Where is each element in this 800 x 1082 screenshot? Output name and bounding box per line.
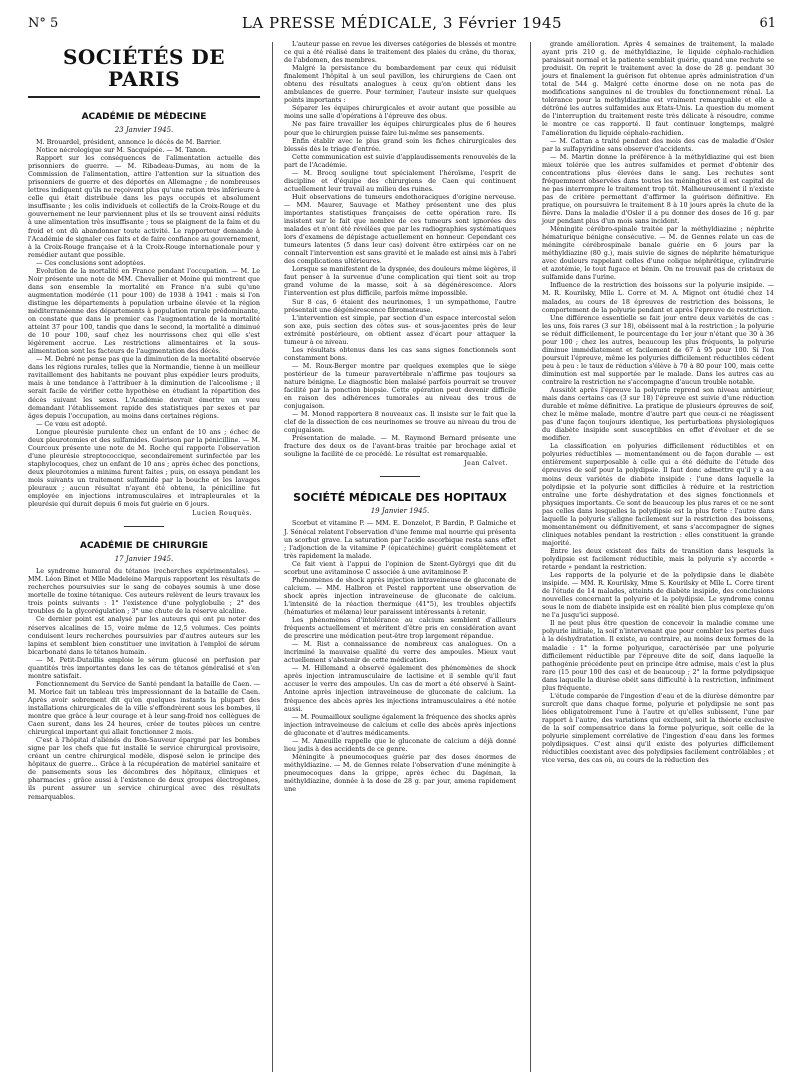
paragraph: La classification en polyuries difficilement réductibles et en polyuries réductibles — momentanément ou de façon durable — est entièrement superposable à celle qui a été déduite de l'étude des épreuves de soif pour la polydipsie. Il faut donc admettre qu'il y a au moins deux variétés de diabète insipide : l'une dans laquelle la polydipsie et la polyurie sont difficiles à réduire et la restriction entraîne une forte déshydratation et des signes fonctionnels et physiques importants. Ce sont de beaucoup les plus rares et ce ne sont pas celles dans lesquelles la polydipsie est la plus forte : l'autre dans laquelle la polyurie s'aligne facilement sur la restriction des boissons, momentanément ou définitivement, et sans s'accompagner de signes cliniques notables pendant la restriction : elles constituent la grande majorité. (542, 442, 774, 547)
paragraph: — M. Cattan a traité pendant des mois des cas de maladie d'Osler par la sulfapyridine sans observer d'accidents. (542, 136, 774, 153)
paragraph: — M. Hillemand a observé également des phénomènes de shock après injection intramusculaire de lactisine et il semble qu'il faut accuser le verre des ampoules. Un cas de mort a été observé à Saint-Antoine après injection intraveineuse de gluconate de calcium. La fréquence des abcès après les injections intramusculaires a été notée aussi. (284, 664, 516, 713)
paragraph: — Ces conclusions sont adoptées. (36, 258, 146, 267)
author-signature: Jean Calvet. (464, 460, 508, 468)
column-3 (542, 40, 774, 764)
hospitals-society-heading: SOCIÉTÉ MÉDICALE DES HOPITAUX (293, 491, 507, 505)
paragraph: Les phénomènes d'intolérance au calcium semblent d'ailleurs fréquents actuellement et méritent d'être pris en considération avant de prescrire une médication peut-être trop largement répandue. (284, 616, 516, 641)
session-date: 23 Janvier 1945. (114, 126, 174, 134)
separator-rule (380, 476, 420, 477)
paragraph: Fonctionnement du Service de Santé pendant la bataille de Caen. — M. Morice fait un tableau très impressionnant de la bataille de Caen. Après avoir sobrement dit qu'en quelques instants la plupart des installations chirurgicales de la ville s'effondrèrent sous les bombes, il montre que grâce à leur courage et à leur sang-froid nos collègues de Caen surent, dans les 24 heures, créer de toutes pièces un centre chirurgical important qui allait fonctionner 2 mois. (28, 679, 260, 737)
paragraph: Séparer les équipes chirurgicales et avoir autant que possible au moins une salle d'opérations à l'épreuve des obus. (284, 104, 516, 121)
paragraph: Rapport sur les conséquences de l'alimentation actuelle des prisonniers de guerre. — M. Ribadeau-Dumas, au nom de la Commission de l'alimentation, attire l'attention sur la situation des prisonniers de guerre et des déportés en Allemagne ; de nombreuses lettres indiquent qu'ils ne reçoivent plus qu'une ration très inférieure à celle qui était distribuée dans les pays occupés et absolument insuffisante ; les colis individuels et collectifs de la Croix-Rouge et du gouvernement ne leur parviennent plus et ils se trouvent ainsi réduits à une alimentation très insuffisante ; tous se plaignent de la faim et du froid et ont dû abandonner toute activité. Le rapporteur demande à l'Académie de signaler ces faits et de faire confiance au gouvernement, à la Croix-Rouge française et à la Croix-Rouge internationale pour y remédier autant que possible. (28, 154, 260, 259)
paragraph: grande amélioration. Après 4 semaines de traitement, la malade ayant pris 210 g. de méthyldiazine, le liquide céphalo-rachidien paraissait normal et la patiente semblait guérie, quand une rechute se produisit. On reprit le traitement avec la dose de 28 g. pendant 30 jours et finalement la guérison fut obtenue après administration d'un total de 544 g. Malgré cette énorme dose on ne nota pas de modifications sanguines ni de troubles du fonctionnement rénal. La tolérance pour la méthyldiazine est vraiment remarquable et elle a détrôné les autres sulfamides aux Etats-Unis. La question du moment de l'interruption du traitement reste très délicate à résoudre, comme le montre ce cas rapporté. Il faut continuer longtemps, malgré l'amélioration du liquide céphalo-rachidien. (542, 40, 774, 137)
paragraph: Sur 8 cas, 6 étaient des neurinomes, 1 un sympathome, l'autre présentait une dégénérescence fibromateuse. (284, 297, 516, 314)
paragraph: Scorbut et vitamine P. — MM. E. Donzelot, P. Bardin, P. Galmiche et J. Sénécal relatent l'observation d'une femme mal nourrie qui présenta un scorbut grave. La saturation par l'acide ascorbique resta sans effet ; l'adjonction de la vitamine P (épicatéchine) guérit complètement et très rapidement la malade. (284, 519, 516, 560)
paragraph: Influence de la restriction des boissons sur la polyurie insipide. — M. R. Kourilsky, Mlle L. Corre et M. A. Mignot ont étudié chez 14 malades, au cours de 18 épreuves de restriction des boissons, le comportement de la polyurie pendant et après l'épreuve de restriction. (542, 281, 774, 314)
paragraph: Méningite à pneumocoques guérie par des doses énormes de méthyldiazine. — M. de Gennes relate l'observation d'une méningite à pneumocoques dans la grippe, après échec du Dagénan, la méthyldiazine, donnée à la dose de 28 g. par jour, amena rapidement une (284, 752, 516, 794)
paragraph: Méningite cérébro-spinale traitée par la méthyldiazine ; néphrite hématurique bénigne consécutive. — M. de Gennes relate un cas de méningite cérébrospinale banale guérie en 6 jours par la méthyldiazine (80 g.), mais suivie de signes de néphrite hématurique avec douleurs rappelant celles d'une colique néphrétique, cylindrurie et azotémie, le tout fugace et bénin. On ne trouvait pas de cristaux de sulfamide dans l'urine. (542, 225, 774, 282)
paragraph: Malgré la persistance du bombardement par ceux qui réduisit finalement l'hôpital à un seul pavillon, les chirurgiens de Caen ont obtenu des résultats analogues à ceux qu'on obtient dans les ambulances de guerre. Pour terminer, l'auteur insiste sur quelques points importants : (284, 64, 516, 105)
author-signature: Lucien Rouquès. (192, 510, 252, 518)
column-1 (28, 40, 260, 801)
paragraph: — M. Rist a connaissance de nombreux cas analogues. On a incriminé la mauvaise qualité du verre des ampoules. Mieux vaut actuellement s'abstenir de cette médication. (284, 640, 516, 665)
column-divider (530, 42, 531, 1072)
paragraph: Enfin établir avec le plus grand soin les fiches chirurgicales des blessés dès le triage d'entrée. (284, 136, 516, 153)
paragraph: — M. Ameuille rappelle que le gluconate de calcium a déjà donné lieu jadis à des accidents de ce genre. (284, 736, 516, 753)
journal-masthead: LA PRESSE MÉDICALE, 3 Février 1945 (241, 14, 563, 32)
section-rule (28, 96, 260, 98)
paragraph: L'auteur passe en revue les diverses catégories de blessés et montre ce qui a été réalisé dans le traitement des plaies du crâne, du thorax, de l'abdomen, des membres. (284, 40, 516, 65)
academy-medicine-heading: ACADÉMIE DE MÉDECINE (81, 112, 207, 122)
paragraph: Aussitôt après l'épreuve la polyurie reprend son niveau antérieur, mais dans certains cas (3 sur 18) l'épreuve est suivie d'une réduction durable et même définitive. La pratique de plusieurs épreuves de soif, chez le même malade, montre d'autre part que ceux-ci ne réagissent pas d'une façon toujours identique, les perturbations physiologiques du diabète insipide sont susceptibles en effet d'évoluer et de se modifier. (542, 386, 774, 443)
paragraph: Ce dernier point est analysé par les auteurs qui ont pu noter des réserves alcalines de 15, voire même de 12,5 volumes. Ces points conduisent leurs recherches poursuivies par d'autres auteurs sur les lapins et semblent bien constituer une invitation à l'emploi de sérum bicarbonaté dans le tétanos humain. (28, 615, 260, 656)
paragraph: Ne pas faire travailler les équipes chirurgicales plus de 6 heures pour que le chirurgien puisse faire lui-même ses pansements. (284, 120, 516, 137)
paragraph: M. Brouardel, président, annonce le décès de M. Barrier. (36, 138, 222, 146)
paragraph: — M. Petit-Dutaillis emploie le sérum glucosé en perfusion par quantités très importantes dans les cas de tétanos généralisé et s'en montre satisfait. (28, 655, 260, 680)
paragraph: — M. Debré ne pense pas que la diminution de la mortalité observée dans les régions rurales, telles que la Normandie, tienne à un meilleur ravitaillement des habitants ne pouvant plus expédier leurs produits, mais à une tendance à l'attribuer à la diminution de l'alcoolisme ; il serait facile de vérifier cette hypothèse en étudiant la répartition des décès suivant les sexes. L'Académie devrait émettre un vœu demandant l'établissement rapide des statistiques par sexes et par âges depuis l'occupation, au moins dans certaines régions. (28, 355, 260, 420)
academy-surgery-heading: ACADÉMIE DE CHIRURGIE (79, 541, 209, 552)
paragraph: Huit observations de tumeurs endothoraciques d'origine nerveuse. — MM. Maurer, Sauvage et Mathey présentent une des plus importantes statistiques françaises de cette opération rare. Ils insistent sur le fait que nombre de ces tumeurs sont ignorées des malades et n'ont été révélées que par les radiographies systématiques lors d'examens de dépistage actuellement en honneur. Cependant ces tumeurs latentes (5 dans leur cas) doivent être extirpées car on ne connaît l'intervention est sans gravité et le malade est ainsi mis à l'abri des complications ultérieures. (284, 192, 516, 266)
paragraph: Entre les deux existent des faits de transition dans lesquels la polydipsie est facilement réductible, mais la polyurie s'y accorde « retarde » pendant la restriction. (542, 546, 774, 572)
paragraph: — M. Roux-Berger montre par quelques exemples que le siège postérieur de la tumeur paravertébrale n'affirme pas toujours sa nature bénigne. Le diagnostic bien malaisé parfois pourrait se trouver facilité par la ponction biopsie. Cette opération peut devenir difficile en raison des adhérences tumorales au niveau des trous de conjugaison. (284, 361, 516, 411)
paragraph: — Ce vœu est adopté. (36, 419, 108, 428)
page-header (28, 14, 776, 36)
paragraph: Présentation de malade. — M. Raymond Bernard présente une fracture des deux os de l'avant-bras traitée par brochage axial et souligne la facilité de ce procédé. Le résultat est remarquable. (284, 434, 516, 459)
paragraph: Cette communication est suivie d'applaudissements renouvelés de la part de l'Académie. (284, 152, 516, 169)
page-number: 61 (759, 16, 776, 31)
paragraph: C'est à l'hôpital d'aliénés du Bon-Sauveur épargné par les bombes signe par les chefs que fut installé le service chirurgical provisoire, créant un centre chirurgical modèle, disposé selon le principe des hôpitaux de guerre... Grâce à la récupération de matériel sanitaire et de pansements sous les décombres des hôpitaux, cliniques et pharmacies ; grâce aussi à l'existence de deux groupes électrogènes, ils purent assurer un service chirurgical avec des résultats remarquables. (28, 736, 260, 801)
paragraph: Lorsque se manifestent de la dyspnée, des douleurs même légères, il faut penser à la survenue d'une complication qui tient soit au trop grand volume de la masse, soit à sa dégénérescence. Alors l'intervention est plus difficile, parfois même impossible. (284, 265, 516, 298)
session-date: 17 Janvier 1945. (114, 555, 174, 564)
paragraph: Les rapports de la polyurie et de la polydipsie dans le diabète insipide. — MM. R. Kourilsky, Mme S. Kourilsky et Mlle L. Corre tirent de l'étude de 14 malades, atteints de diabète insipide, des conclusions nouvelles concernant la polyurie et la polydipsie. Le syndrome connu sous le nom de diabète insipide est en réalité bien plus complexe qu'on ne l'a jusqu'ici supposé. (542, 571, 774, 620)
paragraph: Notice nécrologique sur M. Sacquépée. — M. Tanon. (36, 146, 208, 155)
paragraph: L'intervention est simple, par section d'un espace intercostal selon son axe, puis section des côtes sus- et sous-jacentes près de leur extrémité postérieure, on obtient assez d'écart pour attaquer la tumeur à ce niveau. (284, 313, 516, 346)
issue-number: N° 5 (28, 16, 59, 31)
separator-rule (124, 526, 164, 527)
paragraph: Une différence essentielle se fait jour entre deux variétés de cas : les uns, fois rares (3 sur 18), obéissent mal à la restriction ; la polyurie se réduit difficilement, le pourcentage du 1er jour n'étant que 30 à 36 pour 100 ; chez les autres, beaucoup les plus fréquents, la polyurie diminue immédiatement et facilement de 67 à 95 pour 100. Si l'on poursuit l'épreuve, même les polyuries difficilement réductibles cèdent peu à peu : le taux de réduction s'élève à 70 à 80 pour 100, mais cette diminution est mal supportée par le malade. Dans les autres cas au contraire la restriction ne s'accompagne d'aucun trouble notable. (542, 313, 774, 386)
column-2 (284, 40, 516, 793)
session-date: 19 Janvier 1945. (370, 507, 430, 516)
column-divider (272, 42, 273, 1072)
paragraph: Il ne peut plus être question de concevoir la maladie comme une polyurie initiale, la soif n'intervenant que pour combler les pertes dues à la déshydratation. Il existe, au contraire, au moins deux formes de la maladie : 1° la forme polyurique, caractérisée par une polyurie difficilement réductible par l'épreuve dite de soif, dans laquelle la pathogénie précédente peut en principe être admise, mais c'est la plus rare (15 pour 100 des cas) et de beaucoup ; 2° la forme polydipsique dans laquelle la diurèse obéit sans difficulté à la restriction, infiniment plus fréquente. (542, 619, 774, 692)
paragraph: — M. Monod rapportera 8 nouveaux cas. Il insiste sur le fait que la clef de la dissection de ces neurinomes se trouve au niveau du trou de conjugaison. (284, 410, 516, 435)
paragraph: Les résultats obtenus dans les cas sans signes fonctionnels sont constamment bons. (284, 345, 516, 362)
paragraph: Le syndrome humoral du tétanos (recherches expérimentales). — MM. Léon Binet et Mlle Madeleine Marquis rapportent les résultats de recherches poursuivies sur le sang de cobayes soumis à une dose mortelle de toxine tétanique. Ces auteurs relèvent de leurs travaux les trois points suivants : 1° l'existence d'une polyglobulie ; 2° des troubles de la glycorégulation ; 3° une chute de la réserve alcaline. (28, 567, 260, 616)
paragraph: Phénomènes de shock après injection intraveineuse de gluconate de calcium. — MM. Halbron et Pestel rapportent une observation de shock après injection intraveineuse de gluconate de calcium. L'intensité de la réaction thermique (41°5), les troubles objectifs (hématuries et mélæna) leur paraissent intéressants à retenir. (284, 575, 516, 616)
paragraph: Longue pleurésie purulente chez un enfant de 10 ans ; échec de deux pleurotomies et des sulfamides. Guérison par la pénicilline. — M. Courcoux présente une note de M. Roche qui rapporte l'observation d'une pleurésie streptococcique, secondairement surinfectée par les staphylocoques, chez un enfant de 10 ans ; après échec des ponctions, deux pleurotomies a minima furent faites ; puis, on essaya pendant les mois suivants un traitement sulfamidé par la bouche et les lavages pleuraux ; aucun résultat n'ayant été obtenu, la pénicilline fut employée en injections intramusculaires et intrapleurales et la pleurésie qui durait depuis 6 mois fut guérie en 6 jours. (28, 427, 260, 509)
paragraph: Ce fait vient à l'appui de l'opinion de Szent-Györgyi que dit du scorbut une avitaminose C associée à une avitaminose P. (284, 559, 516, 576)
section-title: SOCIÉTÉS DE PARIS (62, 45, 225, 91)
paragraph: — M. Martin donne la préférence à la méthyldiazine qui est bien mieux tolérée que les autres sulfamides et permet d'obtenir des concentrations plus élevées dans le sang. Les rechutes sont fréquemment observées dans toutes les méningites et il est capital de ne pas interrompre le traitement trop tôt. Malheureusement il n'existe pas de critère permettant d'affirmer la guérison définitive. En pratique, on poursuivra le traitement 8 à 10 jours après la chute de la fièvre. Dans la maladie d'Osler il a pu donner des doses de 16 g. par jour pendant plus d'un mois sans incident. (542, 152, 774, 226)
paragraph: L'étude comparée de l'ingestion d'eau et de la diurèse démontre par surcroît que dans chaque forme, polyurie et polydipsie ne sont pas liées obligatoirement l'une à l'autre et qu'elles subissent, l'une par rapport à l'autre, des variations qui excluent, soit la théorie exclusive de la soif compensatrice dans la forme polyurique, soit celle de la polyurie simplement corrélative de l'ingestion d'eau dans les formes polydipsiques. C'est ainsi qu'il existe des polyuries difficilement réductibles coexistant avec des polydipsies facilement contrôlables ; et vice versa, des cas où, au cours de la réduction des (542, 691, 774, 765)
paragraph: — M. Brocq souligne tout spécialement l'héroïsme, l'esprit de discipline et d'équipe des chirurgiens de Caen qui continuent actuellement leur travail au milieu des ruines. (284, 168, 516, 193)
paragraph: Evolution de la mortalité en France pendant l'occupation. — M. Le Noir présente une note de MM. Chevallier et Moine qui montrent que dans son ensemble la mortalité en France n'a subi qu'une augmentation modérée (11 pour 100) de 1938 à 1941 : mais si l'on distingue les départements à population urbaine élevée et la région méditerranéenne des départements à population rurale prédominante, on constate que dans le premier cas l'augmentation de la mortalité atteint 37 pour 100, tandis que dans le second, la mortalité a diminué de 10 pour 100, sauf chez les nourrissons chez qui elle s'est légèrement accrue. Les restrictions alimentaires et la sous-alimentation sont les facteurs de l'augmentation des décès. (28, 266, 260, 356)
paragraph: — M. Poumailloux souligne également la fréquence des shocks après injection intraveineuse de calcium et celle des abcès après injections de gluconate et d'autres médicaments. (284, 712, 516, 737)
